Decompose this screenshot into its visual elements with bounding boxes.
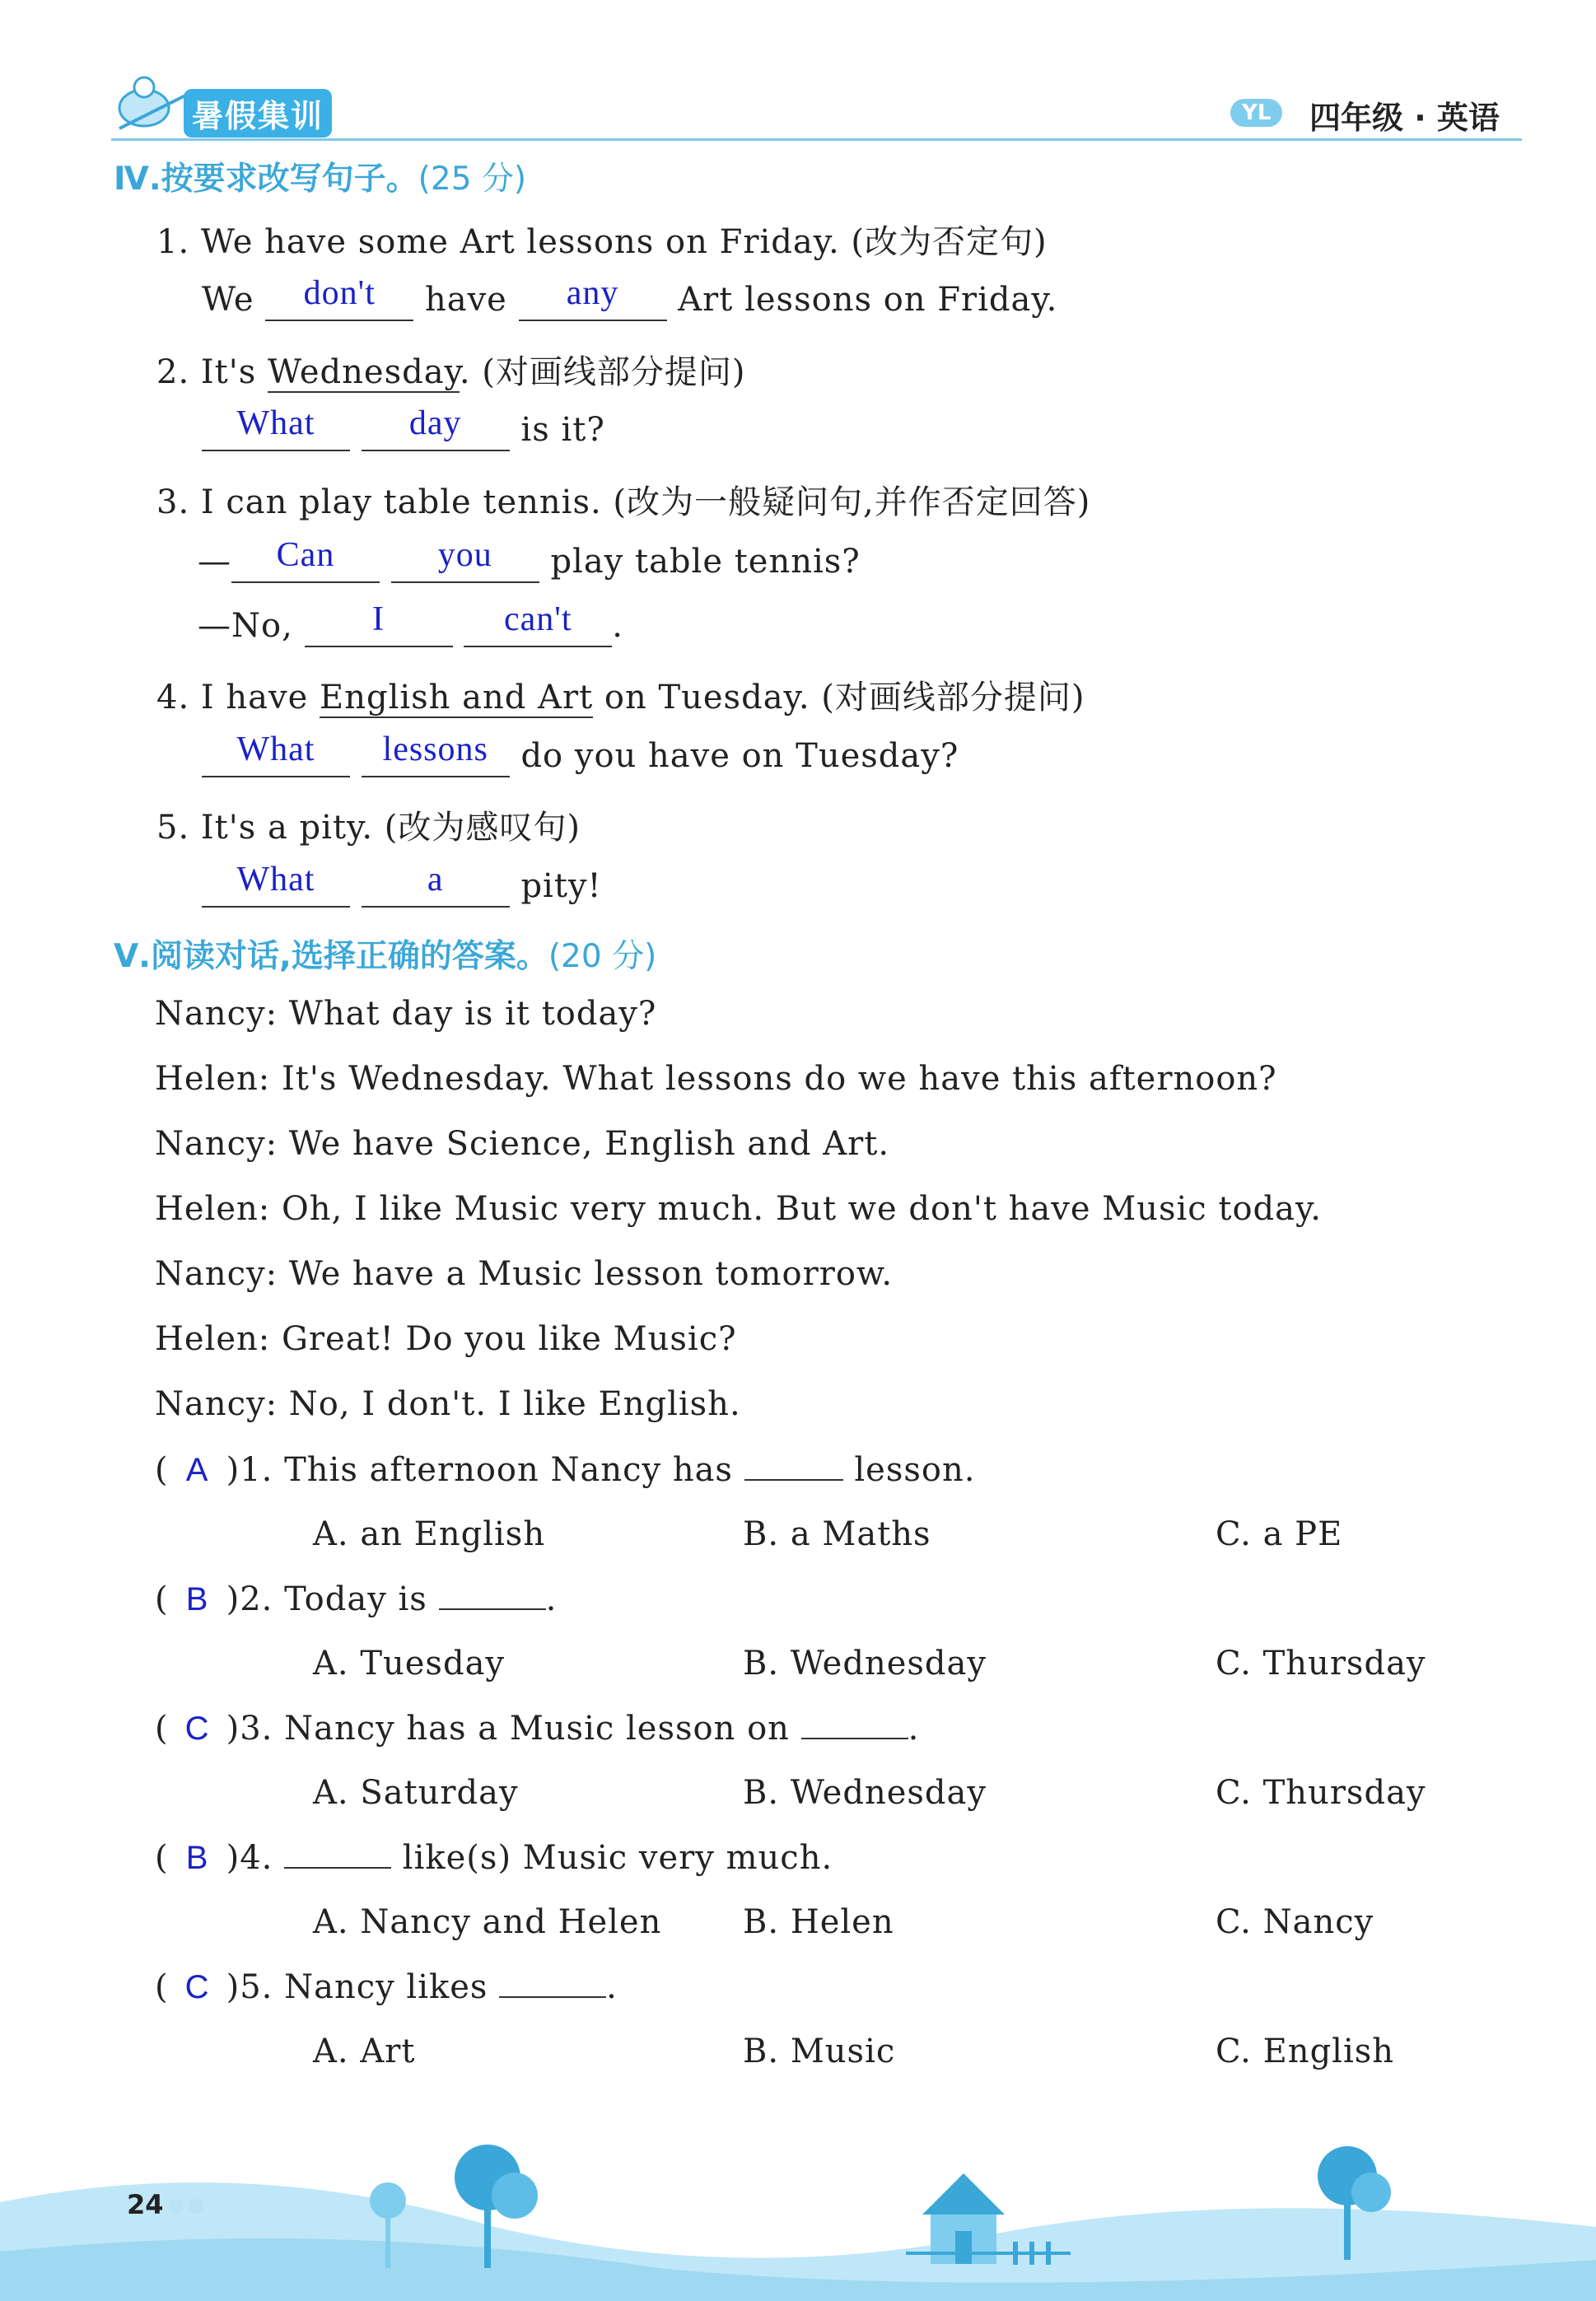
option-a[interactable]: A. Tuesday <box>313 1645 506 1683</box>
mc-question-2: ( B )2. Today is . <box>155 1580 558 1618</box>
option-b[interactable]: B. a Maths <box>743 1515 931 1553</box>
question-blank <box>439 1608 546 1610</box>
header-divider <box>111 138 1522 141</box>
section-4-title: Ⅳ.按要求改写句子。(25 分) <box>114 161 527 198</box>
q1-prompt: 1. We have some Art lessons on Friday. (改为否定句) <box>156 223 1048 261</box>
mc-question-3: ( C )3. Nancy has a Music lesson on . <box>155 1710 920 1748</box>
option-a[interactable]: A. Saturday <box>313 1774 519 1812</box>
answer-blank[interactable]: any <box>519 280 667 321</box>
answer-blank[interactable]: What <box>202 866 350 908</box>
page-dots <box>164 2189 203 2220</box>
option-b[interactable]: B. Music <box>743 2033 896 2070</box>
q4-prompt: 4. I have English and Art on Tuesday. (对画线部分提问) <box>156 679 1085 716</box>
answer-blank[interactable]: lessons <box>362 736 510 777</box>
answer-blank[interactable]: day <box>362 410 510 451</box>
answer-blank[interactable]: What <box>202 736 350 777</box>
q5-answer-line: What a pity! <box>202 866 602 908</box>
dialogue-line: Helen: It's Wednesday. What lessons do we have this afternoon? <box>155 1060 1277 1098</box>
option-c[interactable]: C. Thursday <box>1216 1645 1426 1683</box>
logo <box>111 71 324 137</box>
dialogue-line: Nancy: We have a Music lesson tomorrow. <box>155 1255 894 1293</box>
bee-mascot-icon <box>111 71 194 137</box>
dialogue-line: Nancy: We have Science, English and Art. <box>155 1125 890 1163</box>
house-icon <box>922 2173 1005 2264</box>
question-blank <box>284 1867 391 1869</box>
answer-slot[interactable]: C <box>184 1969 210 2005</box>
answer-slot[interactable]: B <box>185 1840 209 1876</box>
answer-blank[interactable]: don't <box>265 280 413 321</box>
option-b[interactable]: B. Helen <box>743 1903 894 1941</box>
option-a[interactable]: A. Nancy and Helen <box>313 1903 662 1941</box>
dialogue-line: Nancy: No, I don't. I like English. <box>155 1385 741 1423</box>
dialogue-line: Nancy: What day is it today? <box>155 995 657 1033</box>
mc-question-1: ( A )1. This afternoon Nancy has lesson. <box>155 1451 976 1489</box>
q1-answer-line: We don't have any Art lessons on Friday. <box>202 280 1057 321</box>
option-c[interactable]: C. a PE <box>1216 1515 1343 1553</box>
answer-blank[interactable]: I <box>305 606 453 647</box>
option-b[interactable]: B. Wednesday <box>743 1774 987 1812</box>
section-5-title: Ⅴ.阅读对话,选择正确的答案。(20 分) <box>114 938 657 975</box>
answer-blank[interactable]: Can <box>231 542 380 583</box>
answer-blank[interactable]: you <box>391 542 539 583</box>
q2-answer-line: What day is it? <box>202 410 605 451</box>
dialogue-line: Helen: Oh, I like Music very much. But we don't have Music today. <box>155 1190 1322 1228</box>
question-blank <box>801 1738 908 1739</box>
question-blank <box>499 1996 606 1998</box>
q2-prompt: 2. It's Wednesday. (对画线部分提问) <box>156 353 746 391</box>
answer-slot[interactable]: B <box>185 1581 209 1617</box>
answer-slot[interactable]: C <box>184 1711 210 1747</box>
q3-question-line: — Can you play table tennis? <box>198 542 861 583</box>
answer-blank[interactable]: a <box>362 866 510 908</box>
option-b[interactable]: B. Wednesday <box>743 1645 987 1683</box>
option-a[interactable]: A. an English <box>313 1515 546 1553</box>
edition-badge: YL <box>1230 99 1282 127</box>
option-c[interactable]: C. Nancy <box>1216 1903 1374 1941</box>
mc-question-4: ( B )4. like(s) Music very much. <box>155 1839 833 1877</box>
answer-slot[interactable]: A <box>185 1452 209 1488</box>
q5-prompt: 5. It's a pity. (改为感叹句) <box>156 809 581 847</box>
option-a[interactable]: A. Art <box>313 2033 416 2070</box>
dialogue-line: Helen: Great! Do you like Music? <box>155 1320 737 1358</box>
answer-blank[interactable]: What <box>202 410 350 451</box>
logo-text: 暑假集训 <box>184 89 332 138</box>
footer-landscape <box>0 2136 1596 2301</box>
answer-blank[interactable]: can't <box>464 606 612 647</box>
q3-reply-line: —No, I can't . <box>198 606 623 647</box>
question-blank <box>744 1479 843 1481</box>
mc-question-5: ( C )5. Nancy likes . <box>155 1968 618 2006</box>
option-c[interactable]: C. English <box>1216 2033 1395 2070</box>
q3-prompt: 3. I can play table tennis. (改为一般疑问句,并作否定回答) <box>156 483 1091 521</box>
grade-subject: 四年级 · 英语 <box>1309 100 1500 136</box>
option-c[interactable]: C. Thursday <box>1216 1774 1426 1812</box>
page-number: 24 <box>127 2189 203 2220</box>
q4-answer-line: What lessons do you have on Tuesday? <box>202 736 959 777</box>
